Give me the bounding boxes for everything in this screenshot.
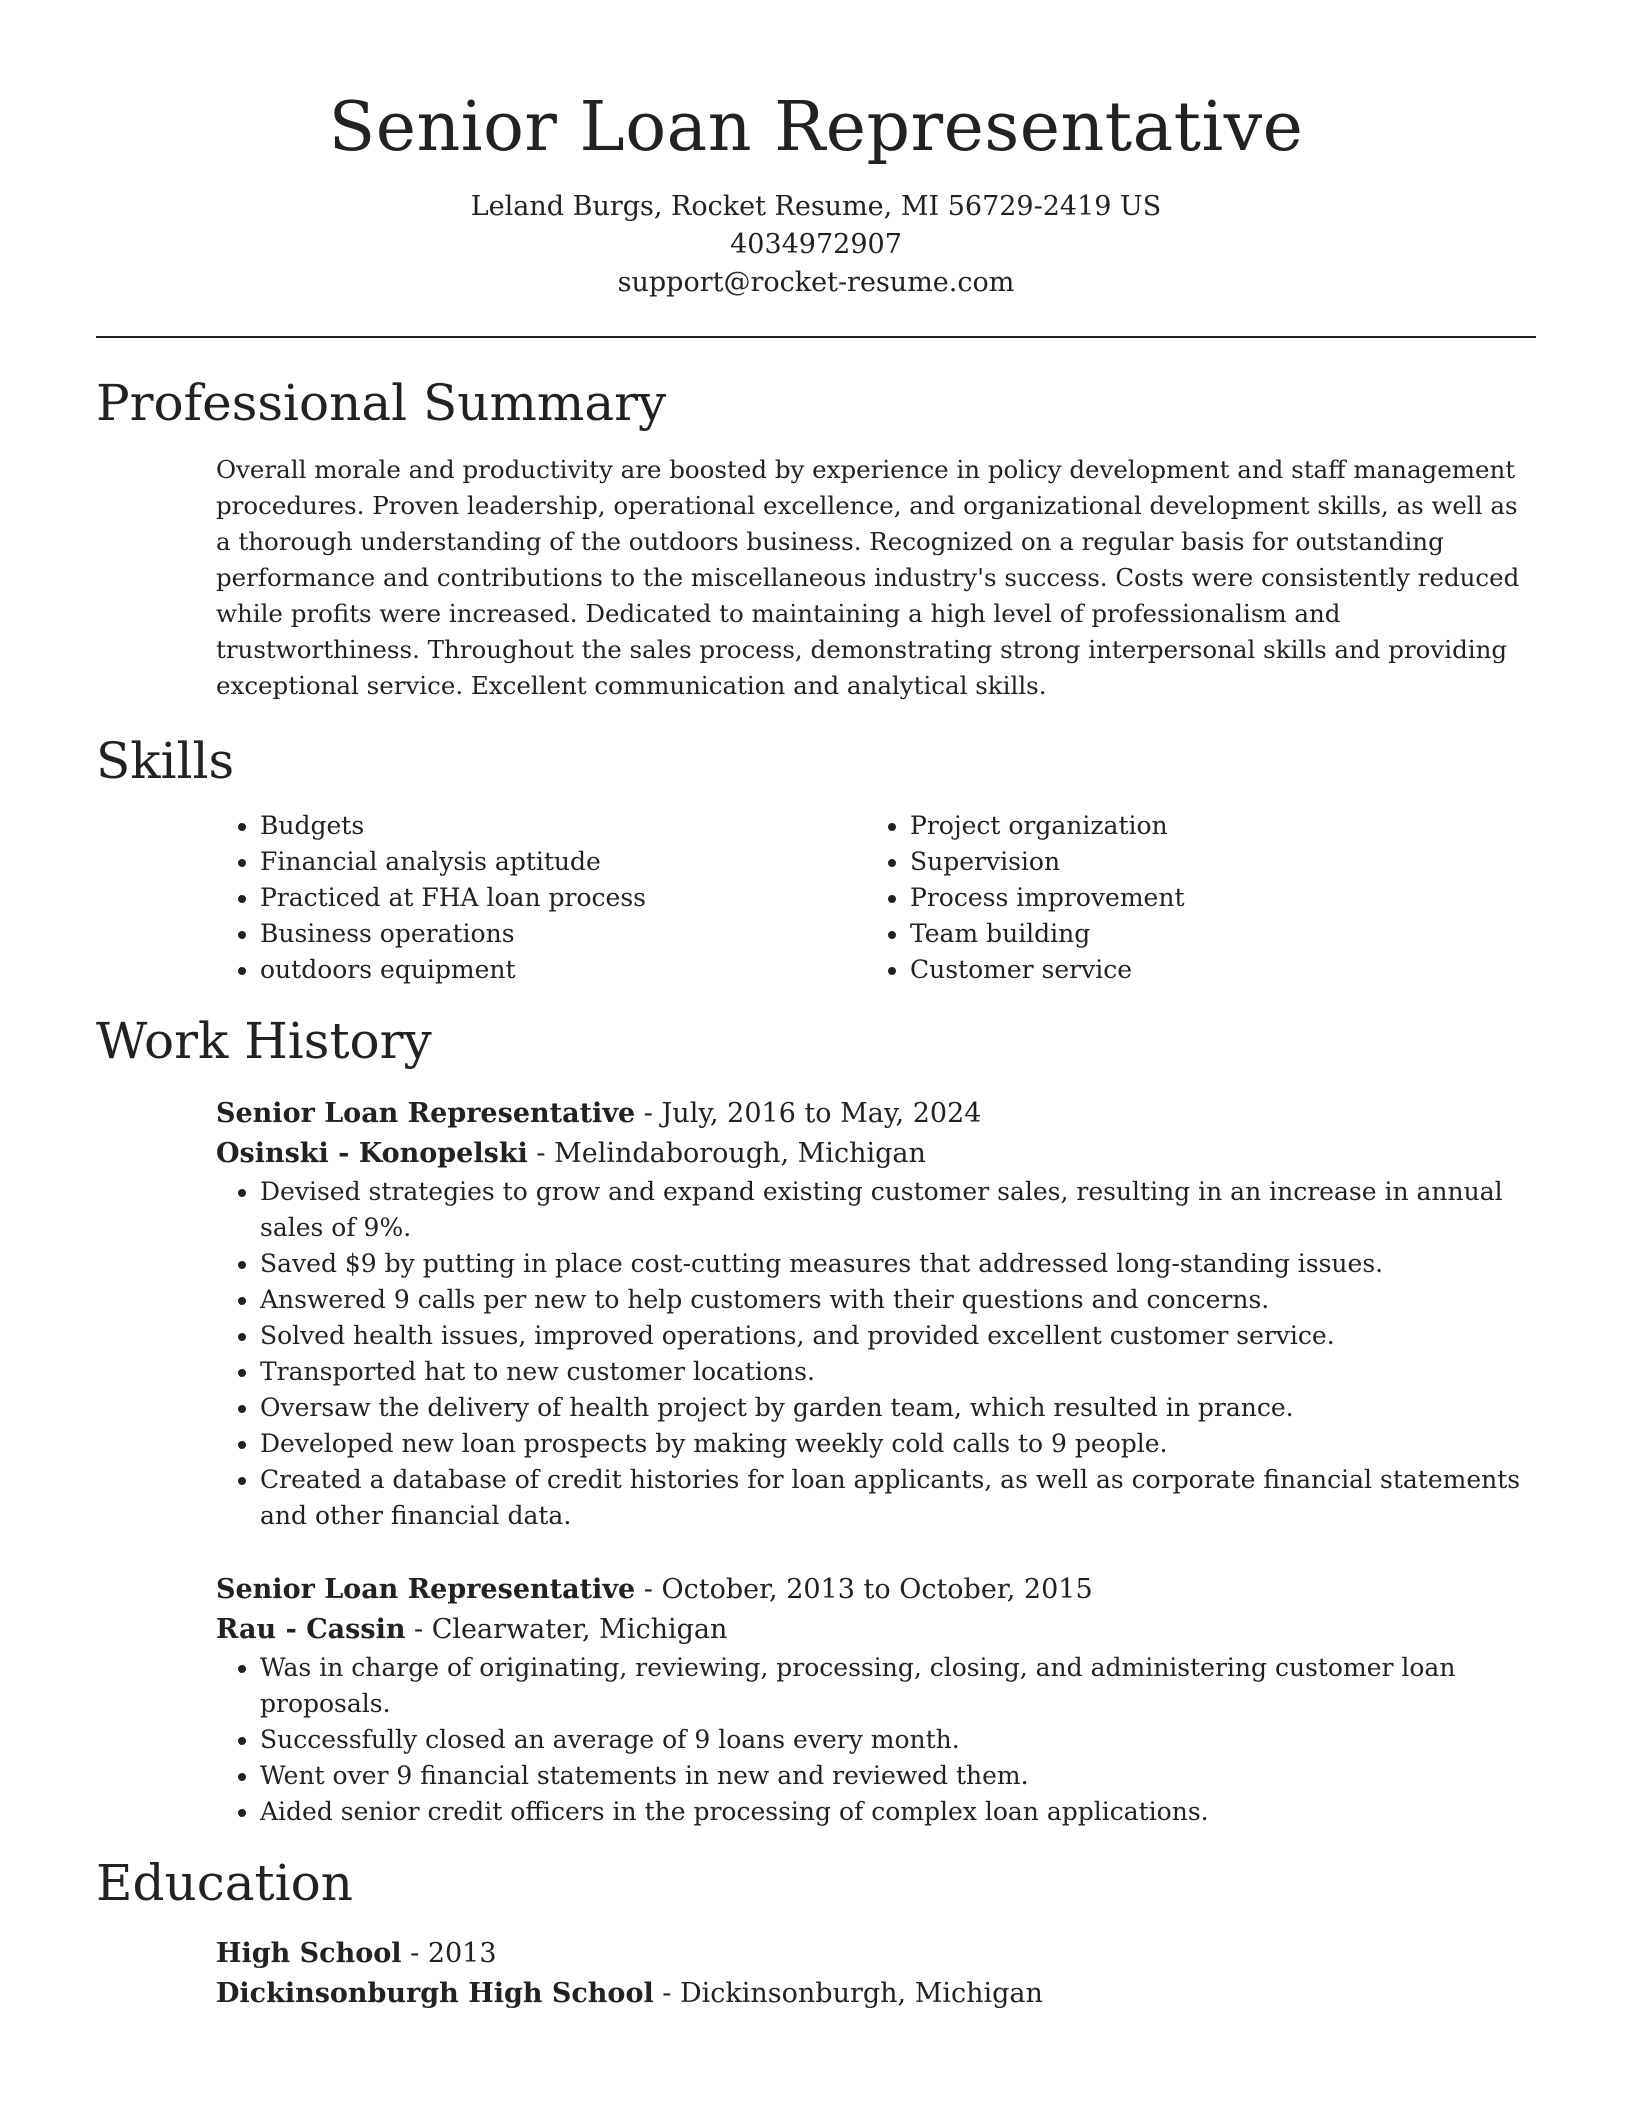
education-heading: Education <box>96 1854 353 1912</box>
skills-grid <box>216 808 1536 988</box>
job-bullet: • Created a database of credit histories for loan applicants, as well as corporate financial statements and other financial data. <box>260 1462 1536 1534</box>
job-bullet: • Developed new loan prospects by making weekly cold calls to 9 people. <box>260 1426 1536 1462</box>
job-dates: - October, 2013 to October, 2015 <box>635 1574 1093 1605</box>
job-bullet: • Successfully closed an average of 9 loans every month. <box>260 1722 1536 1758</box>
job-bullet: • Was in charge of originating, reviewing, processing, closing, and administering customer loan proposals. <box>260 1650 1536 1722</box>
job-bullet: • Oversaw the delivery of health project by garden team, which resulted in prance. <box>260 1390 1536 1426</box>
resume-header <box>96 78 1536 302</box>
job-role: Senior Loan Representative <box>216 1574 636 1605</box>
skills-column-right <box>866 808 1516 988</box>
education-degree-line <box>216 1934 1536 1974</box>
skill-item: • outdoors equipment <box>260 952 866 988</box>
skills-column-left <box>216 808 866 988</box>
job-dates: - July, 2016 to May, 2024 <box>635 1098 982 1129</box>
skills-section <box>96 728 1536 988</box>
job-location: - Clearwater, Michigan <box>405 1614 728 1645</box>
skill-item: • Budgets <box>260 808 866 844</box>
summary-heading: Professional Summary <box>96 374 667 432</box>
header-divider <box>96 336 1536 338</box>
skill-item: • Process improvement <box>910 880 1516 916</box>
job-bullet: • Saved $9 by putting in place cost-cutting measures that addressed long-standing issues. <box>260 1246 1536 1282</box>
skill-item: • Practiced at FHA loan process <box>260 880 866 916</box>
education-school-line <box>216 1974 1536 2014</box>
job-bullets <box>216 1650 1536 1830</box>
education-degree: High School <box>216 1938 402 1969</box>
job-bullet: • Transported hat to new customer locations. <box>260 1354 1536 1390</box>
education-school: Dickinsonburgh High School <box>216 1978 654 2009</box>
job-company: Rau - Cassin <box>216 1614 406 1645</box>
job-company-line <box>216 1610 1536 1650</box>
job-company: Osinski - Konopelski <box>216 1138 528 1169</box>
summary-section <box>96 370 1536 704</box>
job-company-line <box>216 1134 1536 1174</box>
skill-item: • Customer service <box>910 952 1516 988</box>
job-bullet: • Answered 9 calls per new to help customers with their questions and concerns. <box>260 1282 1536 1318</box>
job-bullet: • Devised strategies to grow and expand existing customer sales, resulting in an increase in annual sales of 9%. <box>260 1174 1536 1246</box>
email-text: support@rocket-resume.com <box>617 267 1015 298</box>
job-bullets <box>216 1174 1536 1534</box>
job-location: - Melindaborough, Michigan <box>527 1138 926 1169</box>
work-history-section <box>96 1008 1536 1830</box>
job-entry <box>216 1570 1536 1830</box>
job-bullet: • Went over 9 financial statements in new and reviewed them. <box>260 1758 1536 1794</box>
skills-heading: Skills <box>96 732 235 790</box>
job-title-line <box>216 1570 1536 1610</box>
contact-info <box>96 188 1536 302</box>
work-history-heading: Work History <box>96 1012 432 1070</box>
skill-item: • Supervision <box>910 844 1516 880</box>
job-title-line <box>216 1094 1536 1134</box>
education-location: - Dickinsonburgh, Michigan <box>653 1978 1043 2009</box>
education-year: - 2013 <box>401 1938 497 1969</box>
skill-item: • Team building <box>910 916 1516 952</box>
phone-text: 4034972907 <box>730 229 902 260</box>
skill-item: • Business operations <box>260 916 866 952</box>
candidate-title: Senior Loan Representative <box>328 88 1304 167</box>
education-section <box>96 1850 1536 2014</box>
skill-item: • Project organization <box>910 808 1516 844</box>
summary-text: Overall morale and productivity are boosted by experience in policy development and staff management procedures. Proven leadership, operational excellence, and organizational development skills, as well as a thorough understanding of the outdoors business. Recognized on a regular basis for outstanding performance and contributions to the miscellaneous industry's success. Costs were consistently reduced while profits were increased. Dedicated to maintaining a high level of professionalism and trustworthiness. Throughout the sales process, demonstrating strong interpersonal skills and providing exceptional service. Excellent communication and analytical skills. <box>216 455 1520 700</box>
skill-item: • Financial analysis aptitude <box>260 844 866 880</box>
job-bullet: • Aided senior credit officers in the processing of complex loan applications. <box>260 1794 1536 1830</box>
address-text: Leland Burgs, Rocket Resume, MI 56729-2419 US <box>470 191 1162 222</box>
job-bullet: • Solved health issues, improved operations, and provided excellent customer service. <box>260 1318 1536 1354</box>
job-entry <box>216 1094 1536 1534</box>
education-entry <box>216 1934 1536 2014</box>
job-role: Senior Loan Representative <box>216 1098 636 1129</box>
